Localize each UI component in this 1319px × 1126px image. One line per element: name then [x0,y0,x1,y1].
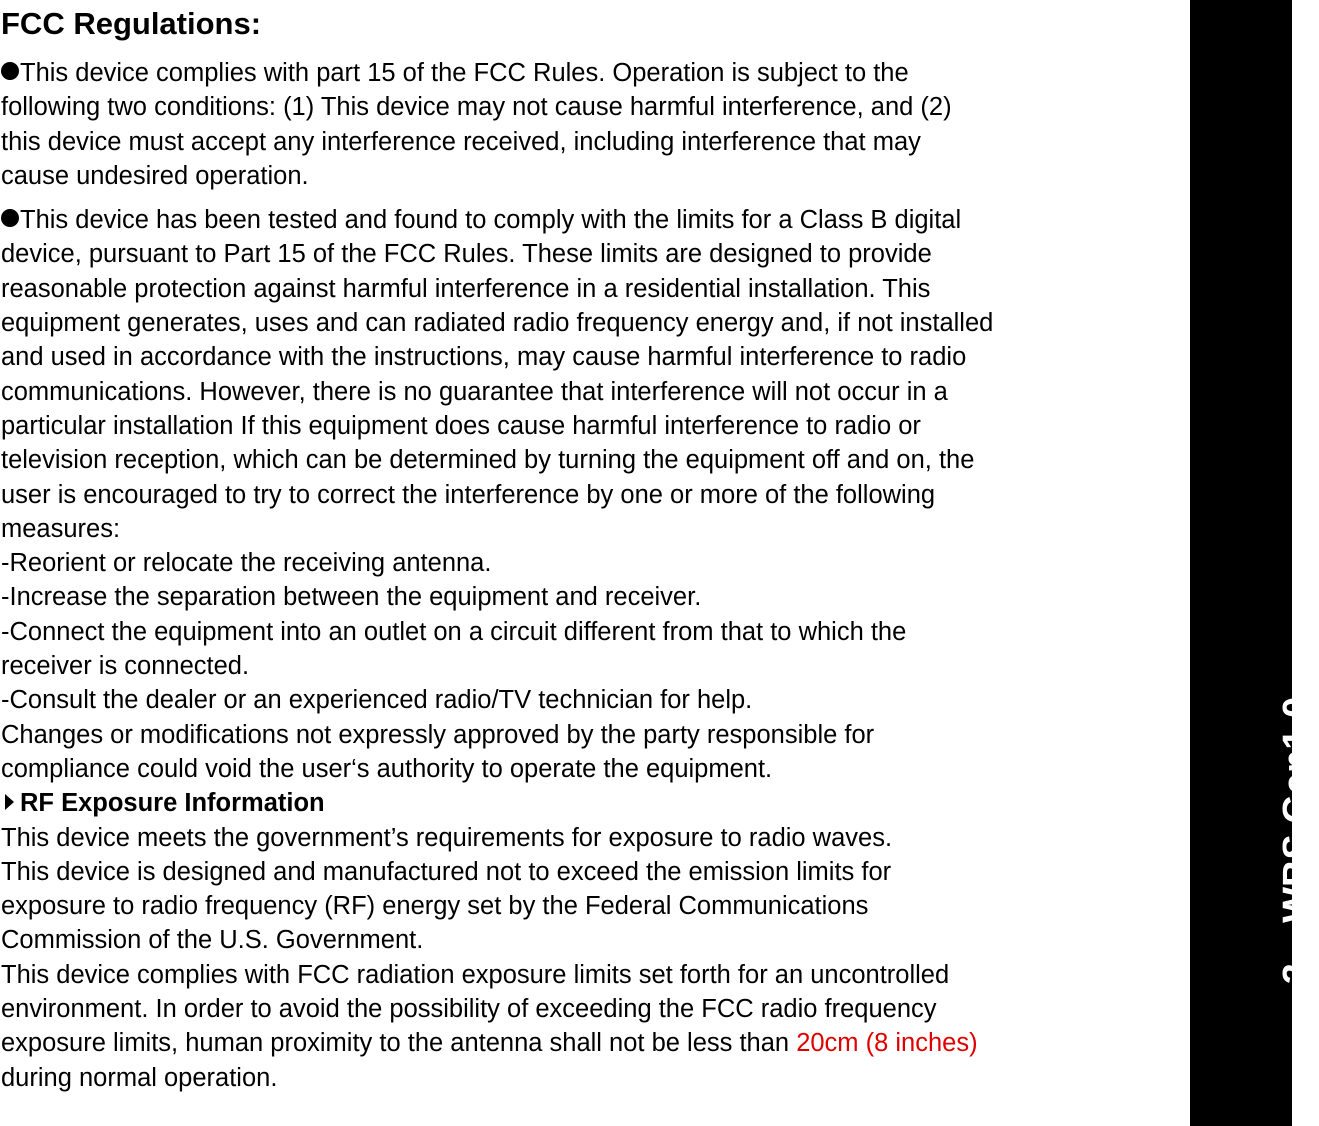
text-line: particular installation If this equipment does cause harmful interference to radio or [1,411,921,440]
text-line: exposure to radio frequency (RF) energy set by the Federal Communications [1,892,869,921]
measure-item: -Connect the equipment into an outlet on a circuit different from that to which the [1,617,907,646]
text-line: exposure limits, human proximity to the antenna shall not be less than 20cm (8 inches) [1,1029,978,1058]
text-line: this device must accept any interference received, including interference that may [1,127,921,156]
text-line: This device complies with part 15 of the FCC Rules. Operation is subject to the [1,56,1190,90]
text-line: This device complies with FCC radiation exposure limits set forth for an uncontrolled [1,960,950,989]
distance-highlight: 20cm (8 inches) [796,1029,978,1058]
bullet-icon [1,209,19,227]
measure-item: receiver is connected. [1,652,250,681]
text-line: This device has been tested and found to comply with the limits for a Class B digital [1,203,1190,237]
text-line: compliance could void the user‘s authority to operate the equipment. [1,754,773,783]
text-line: following two conditions: (1) This device may not cause harmful interference, and (2) [1,93,952,122]
fcc-paragraph-1 [1,56,1190,193]
measure-item: -Consult the dealer or an experienced radio/TV technician for help. [1,686,753,715]
text-line: reasonable protection against harmful interference in a residential installation. This [1,274,931,303]
text-line: cause undesired operation. [1,161,309,190]
text-line: This device is designed and manufactured not to exceed the emission limits for [1,857,892,886]
product-name: WBS Gen1.0 [1276,696,1318,923]
text-line: equipment generates, uses and can radiated radio frequency energy and, if not installed [1,309,994,338]
text-line: environment. In order to avoid the possibility of exceeding the FCC radio frequency [1,995,937,1024]
measure-item: -Reorient or relocate the receiving antenna. [1,549,492,578]
text-line: device, pursuant to Part 15 of the FCC Rules. These limits are designed to provide [1,240,932,269]
text-line: user is encouraged to try to correct the interference by one or more of the following [1,480,936,509]
text-line: during normal operation. [1,1063,278,1092]
text-line: measures: [1,514,121,543]
side-banner-label [1276,697,1319,986]
rf-exposure-section [1,786,1190,1095]
rf-heading: RF Exposure Information [5,786,1190,820]
text-line: and used in accordance with the instructions, may cause harmful interference to radio [1,343,967,372]
fcc-paragraph-2 [1,203,1190,786]
triangle-right-icon [5,794,14,810]
bullet-icon [1,62,19,80]
text-line: communications. However, there is no guarantee that interference will not occur in a [1,377,948,406]
measure-item: -Increase the separation between the equipment and receiver. [1,583,702,612]
text-line: Commission of the U.S. Government. [1,926,424,955]
text-line: television reception, which can be determined by turning the equipment off and on, the [1,446,975,475]
page-title: FCC Regulations: [1,6,262,41]
text-line: This device meets the government’s requirements for exposure to radio waves. [1,823,893,852]
page-number: 3 [1276,964,1318,986]
text-line: Changes or modifications not expressly approved by the party responsible for [1,720,875,749]
